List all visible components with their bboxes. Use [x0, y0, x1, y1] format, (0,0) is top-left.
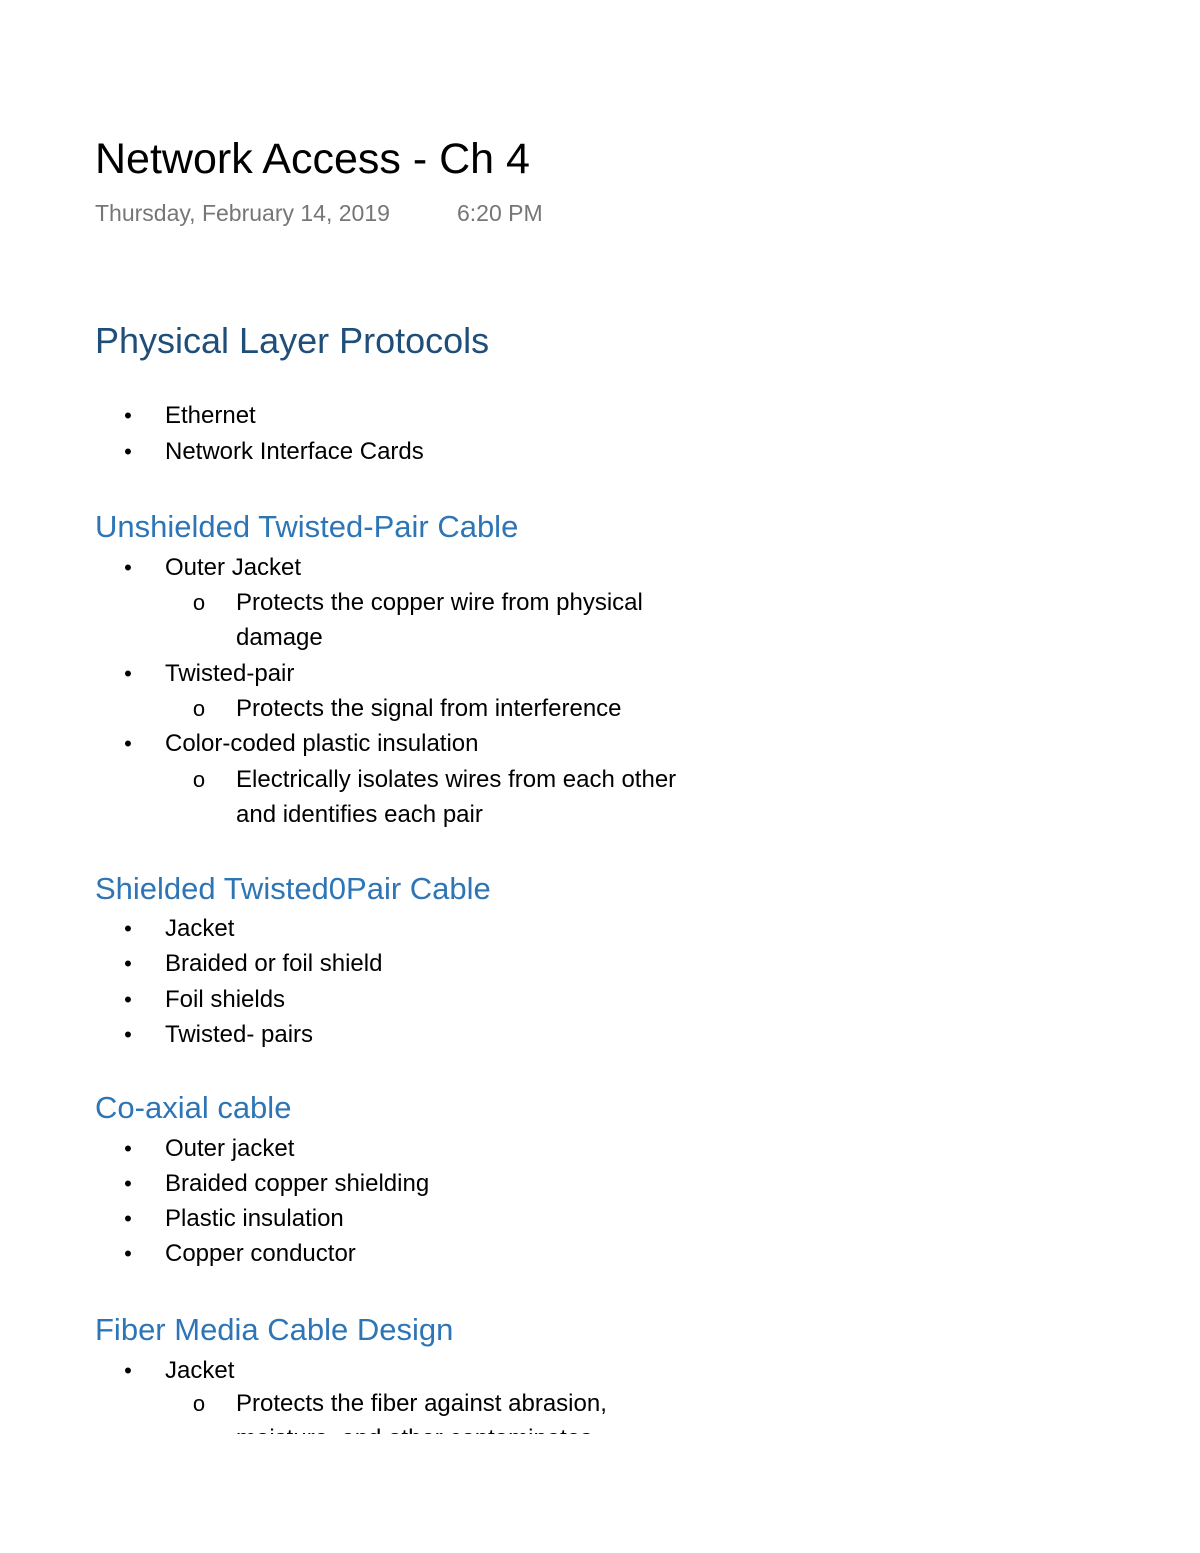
list-item-text: Color-coded plastic insulation	[165, 730, 479, 757]
bullet-icon: •	[124, 661, 132, 686]
heading-utp-cable: Unshielded Twisted-Pair Cable	[95, 509, 519, 544]
bullet-icon: •	[124, 439, 132, 464]
heading-coaxial-cable: Co-axial cable	[95, 1090, 292, 1125]
sub-bullet-icon: o	[192, 767, 206, 792]
bullet-icon: •	[124, 951, 132, 976]
note-date: Thursday, February 14, 2019	[95, 200, 390, 226]
bullet-icon: •	[124, 1022, 132, 1047]
heading-stp-cable: Shielded Twisted0Pair Cable	[95, 871, 491, 906]
list-item-text: Foil shields	[165, 986, 286, 1013]
sub-bullet-icon: o	[192, 1391, 206, 1416]
bullet-icon: •	[124, 403, 132, 428]
list-item-text: Outer jacket	[165, 1135, 295, 1162]
bullet-icon: •	[124, 987, 132, 1012]
list-item-text: Twisted-pair	[165, 660, 295, 687]
bullet-icon: •	[124, 731, 132, 756]
list-item-text: Ethernet	[165, 402, 256, 429]
page-title: Network Access - Ch 4	[95, 135, 530, 183]
list-item-text: Network Interface Cards	[165, 438, 424, 465]
list-item-text: Jacket	[165, 1357, 235, 1384]
sub-bullet-icon: o	[192, 590, 206, 615]
sub-list-item-text: Protects the copper wire from physical damage	[236, 589, 643, 651]
list-item-text: Braided copper shielding	[165, 1170, 430, 1197]
bullet-icon: •	[124, 1241, 132, 1266]
sub-list-item-text: Electrically isolates wires from each other and identifies each pair	[236, 766, 677, 828]
bullet-icon: •	[124, 555, 132, 580]
bullet-icon: •	[124, 916, 132, 941]
list-item-text: Outer Jacket	[165, 554, 302, 581]
heading-fiber-media-cable-design: Fiber Media Cable Design	[95, 1312, 454, 1347]
sub-list-item-text: Protects the signal from interference	[236, 695, 622, 722]
list-item-text: Jacket	[165, 915, 235, 942]
heading-physical-layer-protocols: Physical Layer Protocols	[95, 320, 490, 361]
bullet-icon: •	[124, 1136, 132, 1161]
list-item-text: Plastic insulation	[165, 1205, 344, 1232]
bullet-icon: •	[124, 1358, 132, 1383]
note-time: 6:20 PM	[457, 200, 543, 226]
list-item-text: Copper conductor	[165, 1240, 356, 1267]
sub-list-item-text: Protects the fiber against abrasion,	[236, 1390, 607, 1417]
list-item-text: Braided or foil shield	[165, 950, 383, 977]
page-cutoff	[0, 1434, 1200, 1553]
bullet-icon: •	[124, 1206, 132, 1231]
bullet-icon: •	[124, 1171, 132, 1196]
list-item-text: Twisted- pairs	[165, 1021, 314, 1048]
sub-bullet-icon: o	[192, 696, 206, 721]
